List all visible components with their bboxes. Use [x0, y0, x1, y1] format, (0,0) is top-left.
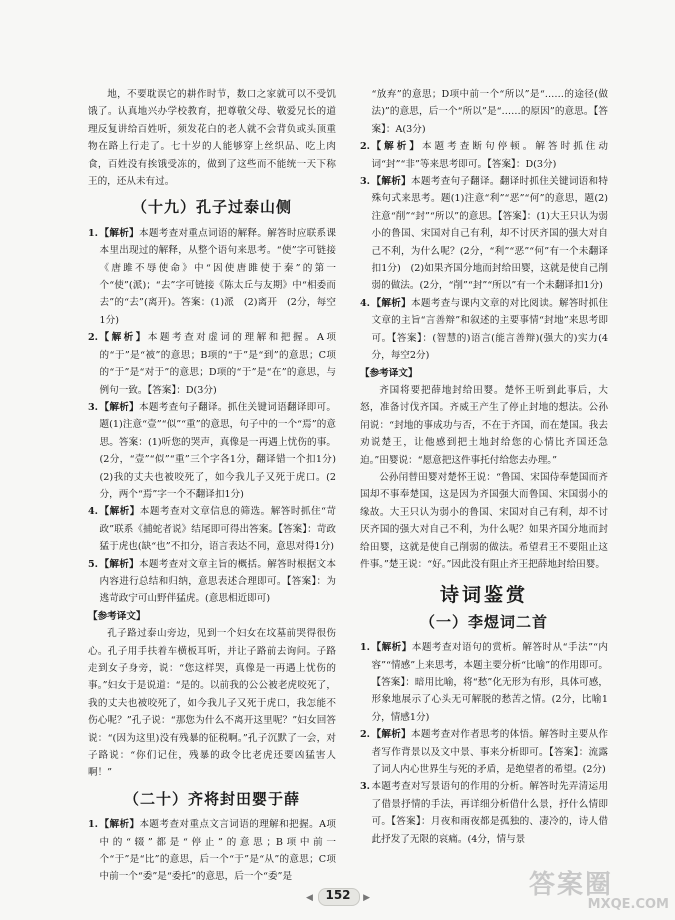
- reference-paragraph: 公孙闬替田婴对楚怀王说：“鲁国、宋国侍奉楚国而齐国却不事奉楚国，这是因为齐国强大而鲁国、宋国弱小的缘故。大王只认为弱小的鲁国、宋国对自己有利，却不讨厌齐国的强大对自己不利，为什么呢？如果齐国分地而封给田婴，这就是使自己削弱的做法。希望君王不要阻止这件事。”楚王说：“好。”因此没有阻止齐王把薛地封给田婴。: [360, 471, 608, 570]
- section-20-title: （二十）齐将封田婴于薛: [123, 789, 300, 808]
- answer-number: 3.: [360, 781, 371, 793]
- watermark-cn: 答案圈: [529, 870, 614, 900]
- answer-number: 1.: [88, 819, 99, 831]
- poem-section-title: （一）李煜词二首: [419, 612, 548, 631]
- answer-text: 本题考查对虚词的理解和把握。A项的“于”是“被”的意思；B项的“于”是“到”的意思；C项的“于”是“对于”的意思；D项的“于”是“在”的意思，与例句一致。【答案】：D(3分): [99, 332, 336, 396]
- reference-paragraph: 齐国将要把薛地封给田婴。楚怀王听到此事后，大怒，准备讨伐齐国。齐威王产生了停止封地的想法。公孙闬说：“封地的事成功与否，不在于齐国，而在楚国。我去劝说楚王，让他感到把土地封给您的心情比齐国还急迫。”田婴说：“愿意把这件事托付给您去办理。”: [360, 384, 608, 466]
- page-number-badge: [306, 886, 370, 906]
- answer-text: 本题考查对文章主旨的概括。解答时根据文本内容进行总结和归纳，意思表述合理即可。【答案】：为逃苛政宁可山野伴猛虎。(意思相近即可): [99, 558, 337, 605]
- answer-item: [360, 138, 608, 173]
- answer-number: 2.: [360, 141, 371, 153]
- analysis-tag: 【解析】: [99, 332, 148, 344]
- answer-number: 1.: [360, 642, 371, 654]
- poem-answers: [360, 639, 608, 848]
- reference-translation-label: 【参考译文】: [88, 610, 146, 622]
- analysis-tag: 【解析】: [371, 642, 412, 654]
- section-20-answers: [88, 816, 336, 886]
- answer-number: 1.: [88, 227, 99, 239]
- answer-number: 3.: [360, 176, 371, 188]
- answer-item: [360, 726, 608, 778]
- ornament-right-icon: ▶: [363, 893, 370, 903]
- analysis-tag: 【解析】: [99, 401, 139, 413]
- right-column: [360, 86, 608, 848]
- answer-item: [360, 295, 608, 365]
- answer-text: 本题考查对重点词语的解释。解答时应联系课本里出现过的解释，从整个语句来思考。“使”字可链接《唐雎不辱使命》中“因使唐雎使于秦”的第一个“使”(派)；“去”字可链接《陈太丘与友期》中“相委而去”的“去”(离开)。答案：(1)派 (2)离开 (2分，每空1分): [99, 227, 337, 326]
- analysis-tag: 【解析】: [371, 729, 411, 741]
- section-20-answers-cont: [360, 138, 608, 364]
- answer-number: 2.: [88, 332, 99, 344]
- ornament-left-icon: ◀: [306, 893, 313, 903]
- answer-item: [88, 225, 336, 329]
- analysis-tag: 【解析】: [371, 176, 411, 188]
- section-19-title: （十九）孔子过泰山侧: [131, 198, 292, 217]
- answer-text: 本题考查对作者思考的体悟。解答时主要从作者写作背景以及文中景、事来分析即可。【答案】：流露了词人内心世界生与死的矛盾，是绝望者的希望。(2分): [371, 729, 609, 776]
- answer-item: [360, 173, 608, 295]
- left-column: [88, 86, 346, 886]
- answer-number: 3.: [88, 401, 99, 413]
- answer-text: 本题考查与课内文章的对比阅读。解答时抓住文章的主旨“言善辩”和叙述的主要事情“封地”来思考即可。【答案】：(智慧的)语言(能言善辩)(强大的)实力(4分，每空2分): [371, 297, 609, 362]
- section-19-answers: [88, 225, 346, 608]
- answer-text: 本题考查句子翻译。翻译时抓住关键词语和特殊句式来思考。题(1)注意“利”“恶”“何”的意思，题(2)注意“削”“封”“所以”的意思。【答案】：(1)大王只认为弱小的鲁国、宋国对自己有利，却不讨厌齐国的强大对自己不利，为什么呢？(2分，“利”“恶”“何”有一个未翻译扣1分) (2)如果齐国分地而封给田婴，这就是使自己削弱的做法。(2分，“削”“封”“所以”有一个未翻译扣1分): [371, 176, 609, 292]
- answer-text: 本题考查句子翻译。抓住关键词语翻译即可。题(1)注意“壹”“似”“重”的意思，句子中的一个“焉”的意思。答案：(1)听您的哭声，真像是一再遇上忧伤的事。(2分，“壹”“似”“重”三个字各1分，翻译错一个扣1分) (2)我的丈夫也被咬死了，如今我儿子又死于虎口。(2分，两个“焉”字一个不翻译扣1分): [99, 401, 346, 500]
- watermark-logo: [529, 864, 669, 912]
- answer-item: [88, 816, 336, 886]
- answer-item: [360, 778, 608, 848]
- analysis-tag: 【解析】: [371, 297, 411, 309]
- answer-number: 2.: [360, 729, 371, 741]
- analysis-tag: 【解析】: [99, 227, 139, 239]
- answer-number: 4.: [88, 506, 99, 518]
- reference-translation-text: 孔子路过泰山旁边，见到一个妇女在坟墓前哭得很伤心。孔子用手扶着车横板耳听，并让子路前去询问。子路走到女子身旁，说：“您这样哭，真像是一再遇上忧伤的事。”妇女于是说道：“是的。以前我的公公被老虎咬死了，我的丈夫也被咬死了，如今我儿子又死于虎口，我怎能不伤心呢？”孔子说：“那您为什么不离开这里呢？”妇女回答说：“(因为这里)没有残暴的征税啊。”孔子沉默了一会，对子路说：“你们记住，残暴的政令比老虎还要凶猛害人啊！”: [88, 628, 336, 779]
- page-number: 152: [325, 888, 351, 902]
- answer-number: 4.: [360, 297, 371, 309]
- answer-text: 本题考查对写景语句的作用的分析。解答时先弄清运用了借景抒情的手法，再详细分析借什么景，抒什么情即可。【答案】：月夜和雨夜都是孤独的、凄冷的，诗人借此抒发了无限的哀痛。(4分，情与景: [371, 781, 608, 845]
- answer-item: [360, 639, 608, 726]
- answer-number: 5.: [88, 558, 99, 570]
- intro-paragraph: 地，不要耽误它的耕作时节，数口之家就可以不受饥饿了。认真地兴办学校教育，把尊敬父母、敬爱兄长的道理反复讲给百姓听，须发花白的老人就不会背负或头顶重物在路上行走了。七十岁的人能够穿上丝织品、吃上肉食，百姓没有挨饿受冻的，做到了这些而不能统一天下称王的，还从未有过。: [88, 89, 336, 188]
- document-page: [88, 86, 609, 883]
- analysis-tag: 【解析】: [371, 141, 422, 153]
- analysis-tag: 【解析】: [99, 819, 140, 831]
- answer-text: 本题考查对文章信息的筛选。解答时抓住“苛政”联系《捕蛇者说》结尾即可得出答案。【答案】：苛政猛于虎也(缺“也”不扣分，语言表达不同，意思对得1分): [99, 506, 337, 553]
- answer-item: [88, 556, 336, 608]
- answer-text: 本题考查对重点文言词语的理解和把握。A项中的“辍”都是“停止”的意思；B项中前一个“于”是“比”的意思，后一个“于”是“从”的意思；C项中前一个“委”是“委托”的意思，后一个“委”是: [99, 819, 336, 883]
- watermark-en: MXQE.COM: [587, 897, 669, 912]
- analysis-tag: 【解析】: [99, 558, 139, 570]
- answer-item: [88, 399, 346, 503]
- analysis-tag: 【解析】: [99, 506, 140, 518]
- answer-item: [88, 329, 336, 399]
- poetry-appreciation-title: 诗词鉴赏: [439, 584, 528, 607]
- answer-text: 本题考查断句停顿。解答时抓住动词“封”“非”等来思考即可。【答案】：D(3分): [371, 141, 609, 170]
- answer-item: [88, 503, 336, 555]
- reference-translation-label-2: 【参考译文】: [360, 367, 418, 379]
- continued-answer: “放弃”的意思；D项中前一个“所以”是“……的途径(做法)”的意思，后一个“所以”是“……的原因”的意思。【答案】：A(3分): [371, 89, 608, 135]
- answer-text: 本题考查对语句的赏析。解答时从“手法”“内容”“情感”上来思考，本题主要分析“比喻”的作用即可。【答案】：暗用比喻，将“愁”化无形为有形，具体可感，形象地展示了心头无可解脱的愁苦之情。(2分，比喻1分，情感1分): [371, 642, 609, 723]
